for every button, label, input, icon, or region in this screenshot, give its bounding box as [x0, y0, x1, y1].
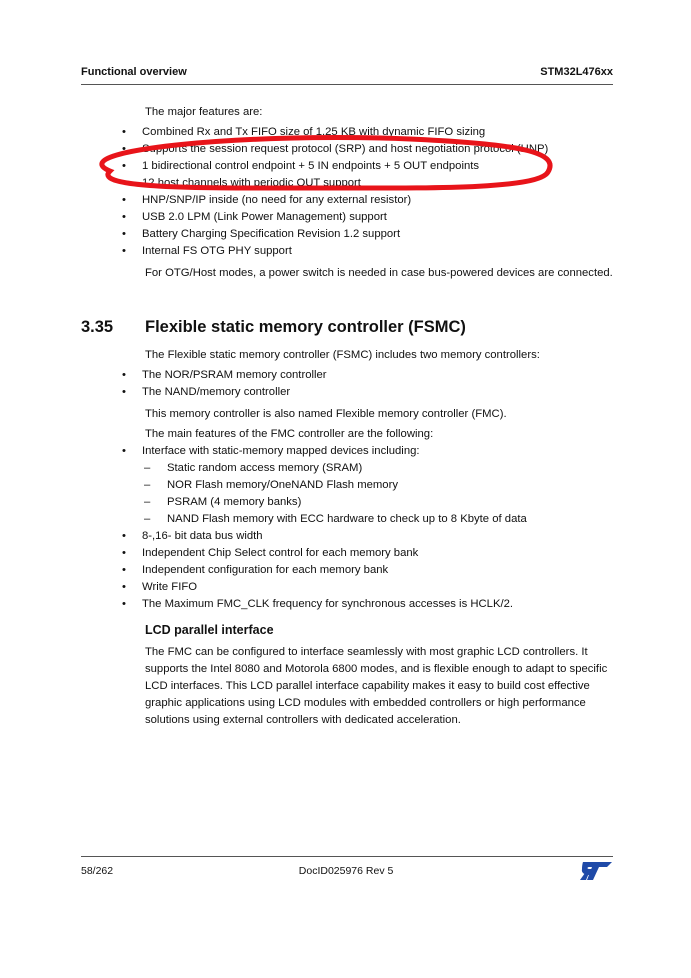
- fsmc-intro: The Flexible static memory controller (FSMC) includes two memory controllers:: [145, 349, 540, 361]
- otg-note: For OTG/Host modes, a power switch is needed in case bus-powered devices are connected.: [145, 267, 613, 279]
- st-logo-icon: [579, 861, 613, 881]
- page-footer: [81, 856, 613, 881]
- sublist-item: – Static random access memory (SRAM): [144, 462, 363, 474]
- list-item: • Internal FS OTG PHY support: [122, 245, 292, 257]
- list-item: • Independent configuration for each memory bank: [122, 564, 389, 576]
- list-item: • Independent Chip Select control for each memory bank: [122, 547, 419, 559]
- page-number: 58/262: [81, 865, 114, 877]
- list-item: • Interface with static-memory mapped devices including: – Static random access memory (SRAM) – NOR Flash memory/OneNAND Flash memory – PSRAM (4 memory banks) – NAND Flash memory with ECC hardware to check up to 8 Kbyte of data: [118, 443, 615, 528]
- list-item: • Battery Charging Specification Revision 1.2 support: [122, 228, 401, 240]
- section-number: 3.35: [81, 318, 114, 336]
- fmc-feature-list: [118, 443, 615, 613]
- doc-id: DocID025976 Rev 5: [298, 865, 394, 877]
- header-section-title: Functional overview: [81, 66, 187, 78]
- usb-feature-list: [118, 124, 615, 260]
- lcd-heading: LCD parallel interface: [145, 623, 274, 637]
- page-header: [81, 66, 613, 85]
- lcd-paragraph: The FMC can be configured to interface seamlessly with most graphic LCD controllers. It supports the Intel 8080 and Motorola 6800 modes, and is flexible enough to adapt to specific LCD interfaces. This LCD parallel interface capability makes it easy to build cost effective graphic applications using LCD modules with embedded controllers or high performance solutions using external controllers with dedicated acceleration.: [145, 646, 608, 726]
- list-item: • 8-,16- bit data bus width: [122, 530, 263, 542]
- page-body: [122, 104, 615, 285]
- list-item: • 1 bidirectional control endpoint + 5 IN endpoints + 5 OUT endpoints: [122, 160, 480, 172]
- list-item: • The Maximum FMC_CLK frequency for synchronous accesses is HCLK/2.: [122, 598, 514, 610]
- list-item: • USB 2.0 LPM (Link Power Management) support: [122, 211, 387, 223]
- fmc-name-note: This memory controller is also named Flexible memory controller (FMC).: [145, 408, 507, 420]
- section-title: Flexible static memory controller (FSMC): [145, 318, 466, 336]
- section-heading: [81, 318, 466, 337]
- fmc-features-intro: The main features of the FMC controller are the following:: [145, 428, 434, 440]
- features-intro: The major features are:: [145, 106, 263, 118]
- controller-list: [118, 367, 615, 401]
- sublist-item: – NAND Flash memory with ECC hardware to check up to 8 Kbyte of data: [144, 513, 527, 525]
- list-item: • 12 host channels with periodic OUT support: [122, 177, 361, 189]
- list-item: • Write FIFO: [122, 581, 198, 593]
- sublist-item: – NOR Flash memory/OneNAND Flash memory: [144, 479, 399, 491]
- device-sublist: [142, 460, 615, 528]
- sublist-item: – PSRAM (4 memory banks): [144, 496, 302, 508]
- header-part-number: STM32L476xx: [540, 66, 613, 78]
- list-item: • HNP/SNP/IP inside (no need for any external resistor): [122, 194, 412, 206]
- list-item: • The NOR/PSRAM memory controller: [122, 369, 327, 381]
- list-item: • Supports the session request protocol (SRP) and host negotiation protocol (HNP): [122, 143, 549, 155]
- list-item: • Combined Rx and Tx FIFO size of 1.25 KB with dynamic FIFO sizing: [122, 126, 486, 138]
- list-item: • The NAND/memory controller: [122, 386, 291, 398]
- fsmc-body: [122, 347, 615, 732]
